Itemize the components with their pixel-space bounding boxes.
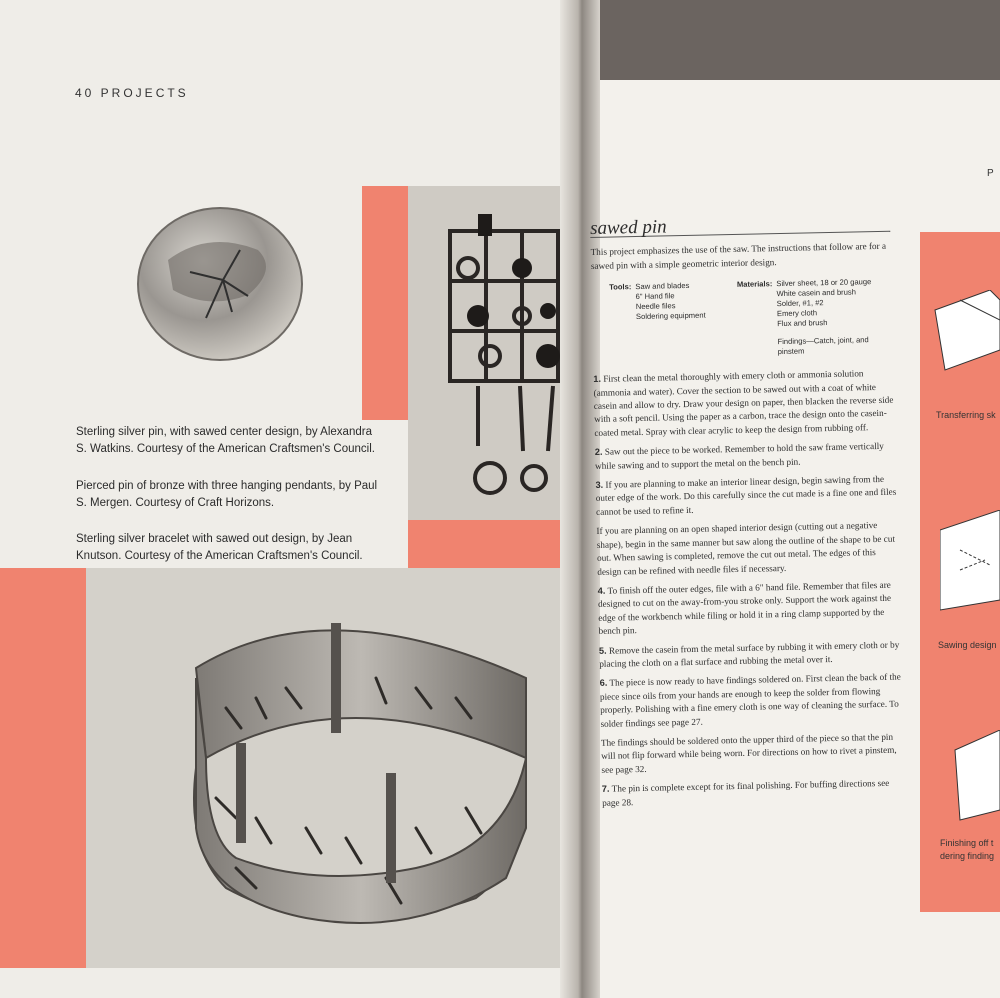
illustration-sawing: [940, 510, 1000, 620]
illustration-finishing: [950, 730, 1000, 830]
material-item: Flux and brush: [777, 318, 828, 329]
step-number: 6.: [599, 678, 608, 689]
photo-silver-bracelet: [86, 568, 560, 968]
step-number: 5.: [598, 645, 607, 656]
caption-bracelet: Sterling silver bracelet with sawed out design, by Jean Knutson. Courtesy of the American Craftsmen's Council.: [76, 533, 363, 562]
step-text: If you are planning to make an interior linear design, begin sawing from the outer edge of the work. Do this carefully since the cut made is a fine one and files cannot be used to refine it.: [595, 473, 897, 517]
article-intro: This project emphasizes the use of the saw. The instructions that follow are for a sawed pin with a simple geometric interior design.: [590, 241, 887, 271]
material-item: Solder, #1, #2: [776, 298, 824, 309]
findings-line: Findings—Catch, joint, and pinstem: [777, 335, 869, 357]
tool-item: 6" Hand file: [635, 291, 675, 302]
side-caption-transferring: Transferring sk: [936, 410, 996, 420]
tools-label: Tools:: [609, 282, 632, 292]
step-number: 1.: [593, 374, 602, 385]
book-gutter: [560, 0, 600, 998]
step-text: The pin is complete except for its final polishing. For buffing directions see page 28.: [602, 778, 890, 808]
step-text: To finish off the outer edges, file with a 6" hand file. Remember that files are designed to cut on the away-from-you stroke only. Support the work against the edge of the workbench while filing or hold it in a ring clamp supported by the bench pin.: [597, 579, 892, 637]
materials-list: [776, 277, 873, 357]
tool-item: Needle files: [635, 301, 676, 312]
step: [595, 473, 901, 520]
step-number: 2.: [594, 447, 603, 458]
step: [602, 777, 907, 810]
step-text: Remove the casein from the metal surface by rubbing it with emery cloth or by placing the cloth on a flat surface and rubbing the metal over it.: [599, 639, 900, 669]
material-item: Emery cloth: [776, 308, 818, 319]
caption-silver-pin: Sterling silver pin, with sawed center design, by Alexandra S. Watkins. Courtesy of the American Craftsmen's Council.: [76, 426, 375, 455]
step-number: 4.: [597, 585, 606, 596]
step-text: The piece is now ready to have findings soldered on. First clean the back of the piece since oils from your hands are enough to keep the solder from flowing properly. Polishing with a fine emery cloth is one way of cleaning the surface. To solder findings see page 27.: [599, 671, 901, 729]
tool-item: Soldering equipment: [635, 310, 706, 322]
step: [598, 578, 904, 638]
article-title: sawed pin: [590, 216, 890, 239]
step-text: If you are planning on an open shaped interior design (cutting out a negative shape), begin in the same manner but saw along the outline of the shape to be cut out. When sawing is completed, remove the cut out metal. The edges of this design can be refined with needle files if necessary.: [596, 520, 896, 577]
salmon-block-mid: [408, 520, 560, 568]
tools-list: [635, 280, 732, 360]
step-text: The findings should be soldered onto the upper third of the piece so that the pin will not flip forward while being worn. For directions on how to rivet a pinstem, see page 32.: [600, 731, 897, 775]
materials-label: Materials:: [736, 279, 773, 290]
photo-pierced-pin: [408, 186, 560, 520]
material-item: Silver sheet, 18 or 20 gauge: [776, 277, 872, 289]
step: [599, 638, 904, 671]
running-head: 40 PROJECTS: [75, 86, 189, 100]
salmon-block-left: [0, 568, 86, 968]
side-caption-finishing: Finishing off t: [940, 838, 994, 848]
material-item: White casein and brush: [776, 287, 856, 299]
step: [593, 367, 899, 440]
step-text: Saw out the piece to be worked. Remember to hold the saw frame vertically while sawing and to support the metal on the bench pin.: [594, 441, 884, 471]
illustration-transferring: [930, 290, 1000, 390]
caption-pierced-pin: Pierced pin of bronze with three hanging pendants, by Paul S. Mergen. Courtesy of Craft Horizons.: [76, 480, 378, 509]
tools-materials: [591, 277, 898, 361]
step: [600, 671, 906, 731]
step-text: First clean the metal thoroughly with emery cloth or ammonia solution (ammonia and water). Cover the section to be sawed out with a coat of white casein and allow to dry. Draw your design on paper, then blacken the reverse side with a soft pencil. Using the paper as a carbon, trace the design onto the casein-coated metal. Spray with clear acrylic to keep the design from rubbing off.: [593, 368, 894, 438]
article-body: [590, 216, 907, 816]
step: [596, 519, 902, 579]
step: [595, 440, 900, 473]
step: [601, 730, 907, 777]
tool-item: Saw and blades: [635, 281, 690, 292]
photo-silver-pin: [128, 200, 308, 370]
running-head-right: P: [987, 168, 994, 179]
side-caption-sawing: Sawing design: [938, 640, 997, 650]
salmon-block-top: [362, 186, 408, 420]
step-number: 3.: [595, 479, 604, 491]
side-caption-soldering: dering finding: [940, 851, 995, 861]
step-number: 7.: [601, 783, 610, 795]
